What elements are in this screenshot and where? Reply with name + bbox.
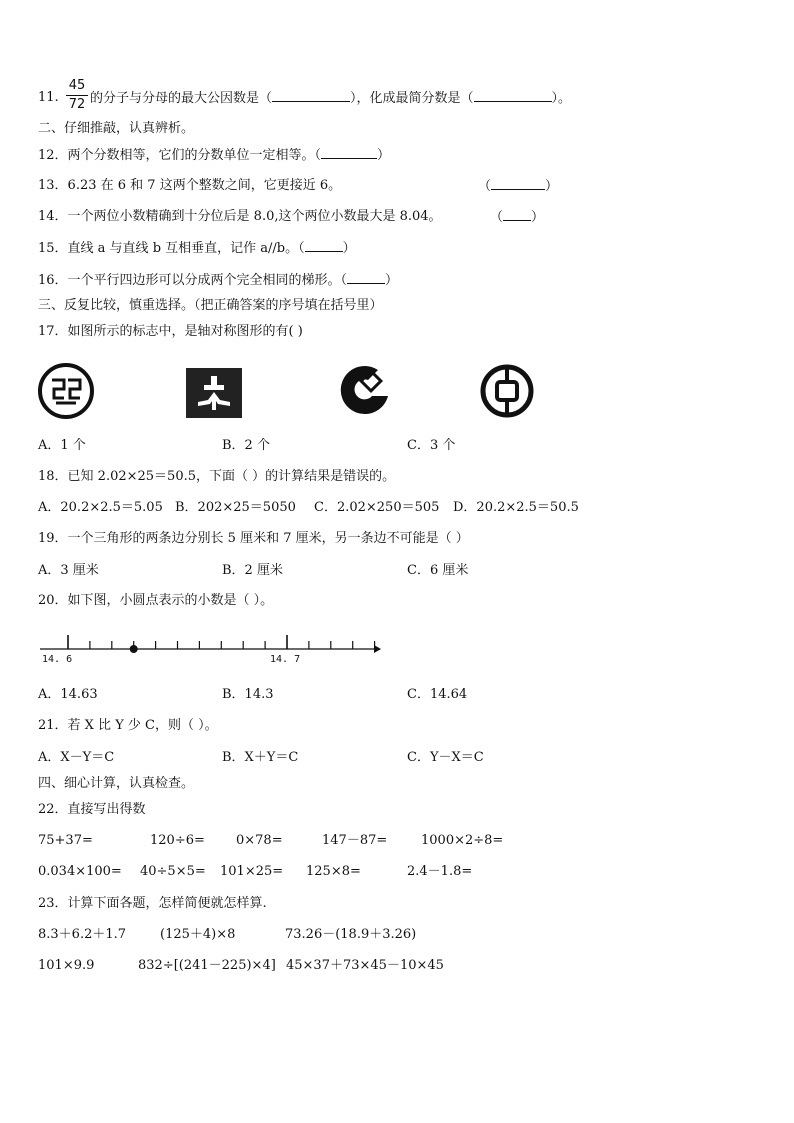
- q16-text: 16．一个平行四边形可以分成两个完全相同的梯形。（: [38, 273, 348, 288]
- q11-blank-gcd[interactable]: [272, 89, 350, 102]
- q21-option-c[interactable]: C．Y－X＝C: [407, 750, 484, 765]
- fraction-numerator: 45: [68, 78, 86, 93]
- q12-answer-blank[interactable]: [321, 146, 377, 159]
- q21-text: 21．若 X 比 Y 少 C，则（ ）。: [38, 718, 218, 733]
- q22-item: 120÷6=: [150, 833, 205, 848]
- q18-option-d[interactable]: D．20.2×2.5＝50.5: [453, 500, 579, 515]
- q18-option-b[interactable]: B．202×25＝5050: [175, 500, 296, 515]
- q16-close: ）: [385, 273, 399, 288]
- q16-answer-blank[interactable]: [347, 271, 385, 284]
- fraction-bar: [66, 95, 88, 96]
- q23-text: 23．计算下面各题，怎样简便就怎样算.: [38, 896, 267, 911]
- q22-item: 147－87=: [322, 833, 388, 848]
- q12-text: 12．两个分数相等，它们的分数单位一定相等。（: [38, 148, 322, 163]
- q19-option-b[interactable]: B．2 厘米: [222, 563, 283, 578]
- q18-text: 18．已知 2.02×25＝50.5，下面（ ）的计算结果是错误的。: [38, 469, 396, 484]
- q15-answer-blank[interactable]: [305, 239, 343, 252]
- q16: [38, 271, 398, 290]
- q15: [38, 239, 356, 258]
- q20-option-c[interactable]: C．14.64: [407, 687, 468, 702]
- q23-item: 45×37＋73×45－10×45: [286, 958, 444, 973]
- q13-answer: [478, 177, 558, 196]
- q11-blank-simplest[interactable]: [474, 89, 552, 102]
- q19-text: 19．一个三角形的两条边分别长 5 厘米和 7 厘米，另一条边不可能是（ ）: [38, 531, 469, 546]
- q17-option-c[interactable]: C．3 个: [407, 438, 456, 453]
- q11-text-c: ）。: [551, 91, 572, 106]
- section-4-heading: 四、细心计算，认真检查。: [38, 776, 195, 791]
- q15-close: ）: [342, 241, 356, 256]
- q23-item: 832÷[(241－225)×4]: [138, 958, 276, 973]
- q23-item: (125＋4)×8: [160, 927, 236, 942]
- number-line-dot: [130, 645, 138, 653]
- q22-text: 22．直接写出得数: [38, 802, 146, 817]
- q11-text: [90, 89, 571, 108]
- q19-option-a[interactable]: A．3 厘米: [38, 563, 99, 578]
- q18-option-c[interactable]: C．2.02×250＝505: [314, 500, 440, 515]
- q20-option-a[interactable]: A．14.63: [38, 687, 98, 702]
- q11-text-a: 的分子与分母的最大公因数是（: [90, 91, 273, 106]
- q11-fraction: [66, 78, 88, 113]
- q22-item: 0×78=: [236, 833, 283, 848]
- q22-item: 2.4－1.8=: [407, 864, 473, 879]
- q17-option-a[interactable]: A．1 个: [38, 438, 86, 453]
- q12: [38, 146, 390, 165]
- q17-text: 17．如图所示的标志中，是轴对称图形的有( ): [38, 324, 303, 339]
- q23-item: 101×9.9: [38, 958, 95, 973]
- q21-option-a[interactable]: A．X－Y＝C: [38, 750, 115, 765]
- q18-option-a[interactable]: A．20.2×2.5＝5.05: [38, 500, 163, 515]
- q23-item: 73.26－(18.9＋3.26): [285, 927, 417, 942]
- q20-text: 20．如下图，小圆点表示的小数是（ ）。: [38, 593, 274, 608]
- bank-logo-1-icon: [37, 362, 95, 420]
- q14-answer-blank[interactable]: [503, 208, 531, 221]
- q17-option-b[interactable]: B．2 个: [222, 438, 270, 453]
- q12-close: ）: [377, 148, 391, 163]
- q14-open: （: [490, 210, 504, 225]
- section-2-heading: 二、仔细推敲，认真辨析。: [38, 121, 195, 136]
- q22-item: 75+37=: [38, 833, 93, 848]
- q15-text: 15．直线 a 与直线 b 互相垂直，记作 a//b。（: [38, 241, 305, 256]
- q13-close: ）: [545, 179, 559, 194]
- bank-logo-2-icon: [186, 368, 242, 418]
- q22-item: 0.034×100=: [38, 864, 122, 879]
- q19-option-c[interactable]: C．6 厘米: [407, 563, 469, 578]
- q22-item: 40÷5×5=: [140, 864, 206, 879]
- q20-option-b[interactable]: B．14.3: [222, 687, 274, 702]
- q14-close: ）: [531, 210, 545, 225]
- q22-item: 1000×2÷8=: [421, 833, 504, 848]
- section-3-heading: 三、反复比较，慎重选择。（把正确答案的序号填在括号里）: [38, 298, 383, 313]
- number-line: [38, 628, 384, 670]
- q11-text-b: ），化成最简分数是（: [350, 91, 474, 106]
- number-line-start-label: 14. 6: [42, 654, 73, 665]
- q13: 13．6.23 在 6 和 7 这两个整数之间，它更接近 6。: [38, 178, 342, 193]
- q11-number: 11.: [38, 90, 59, 105]
- q14: 14．一个两位小数精确到十分位后是 8.0,这个两位小数最大是 8.04。: [38, 209, 442, 224]
- fraction-denominator: 72: [68, 97, 86, 112]
- q23-item: 8.3＋6.2＋1.7: [38, 927, 127, 942]
- q22-item: 125×8=: [306, 864, 361, 879]
- number-line-end-label: 14. 7: [270, 654, 301, 665]
- q13-answer-blank[interactable]: [491, 177, 545, 190]
- bank-logo-3-icon: [336, 362, 394, 418]
- q14-answer: [490, 208, 544, 227]
- q13-open: （: [478, 179, 492, 194]
- q22-item: 101×25=: [220, 864, 284, 879]
- bank-logo-4-icon: [478, 362, 536, 420]
- q21-option-b[interactable]: B．X＋Y＝C: [222, 750, 299, 765]
